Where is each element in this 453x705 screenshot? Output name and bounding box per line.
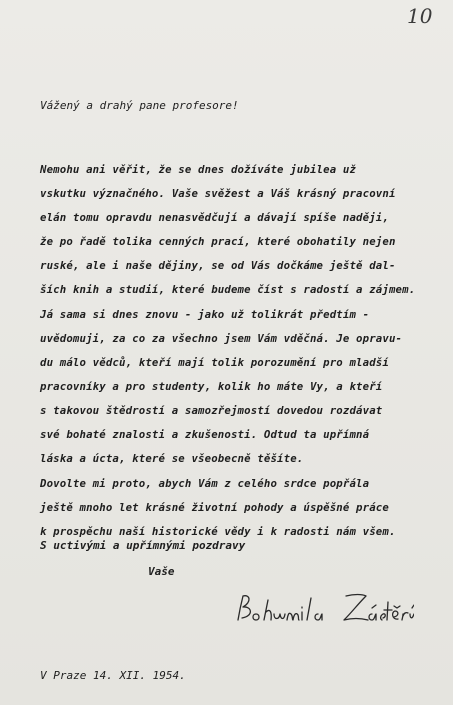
body-line: uvědomuji, za co za všechno jsem Vám vděčná. Je opravu- [40, 332, 403, 345]
body-line: elán tomu opravdu nenasvědčují a dávají spíše naději, [40, 211, 389, 224]
body-line: vskutku význačného. Vaše svěžest a Váš krásný pracovní [40, 187, 396, 200]
place-and-date: V Praze 14. XII. 1954. [40, 669, 186, 682]
body-line: Nemohu ani věřit, že se dnes dožíváte jubilea už [40, 163, 357, 176]
body-line: ších knih a studií, které budeme číst s radostí a zájmem. [40, 283, 416, 296]
body-line: k prospěchu naší historické vědy i k radosti nám všem. [40, 525, 396, 538]
body-line: du málo vědců, kteří mají tolik porozumění pro mladší [40, 356, 389, 369]
salutation: Vážený a drahý pane profesore! [40, 99, 239, 112]
body-line: že po řadě tolika cenných prací, které obohatily nejen [40, 235, 396, 248]
body-line: ještě mnoho let krásné životní pohody a úspěšné práce [40, 501, 389, 514]
valediction: Vaše [148, 565, 175, 578]
body-line: s takovou štědrostí a samozřejmostí dovedou rozdávat [40, 404, 383, 417]
body-line: ruské, ale i naše dějiny, se od Vás dočkáme ještě dal- [40, 259, 396, 272]
closing-line: S uctivými a upřímnými pozdravy [40, 539, 246, 552]
body-line: Já sama si dnes znovu - jako už tolikrát předtím - [40, 308, 370, 321]
handwritten-signature [234, 590, 414, 630]
body-line: pracovníky a pro studenty, kolik ho máte Vy, a kteří [40, 380, 383, 393]
body-line: své bohaté znalosti a zkušenosti. Odtud ta upřímná [40, 428, 370, 441]
page-number: 10 [407, 4, 433, 28]
body-line: Dovolte mi proto, abych Vám z celého srdce popřála [40, 477, 370, 490]
body-line: láska a úcta, které se všeobecně těšíte. [40, 452, 304, 465]
